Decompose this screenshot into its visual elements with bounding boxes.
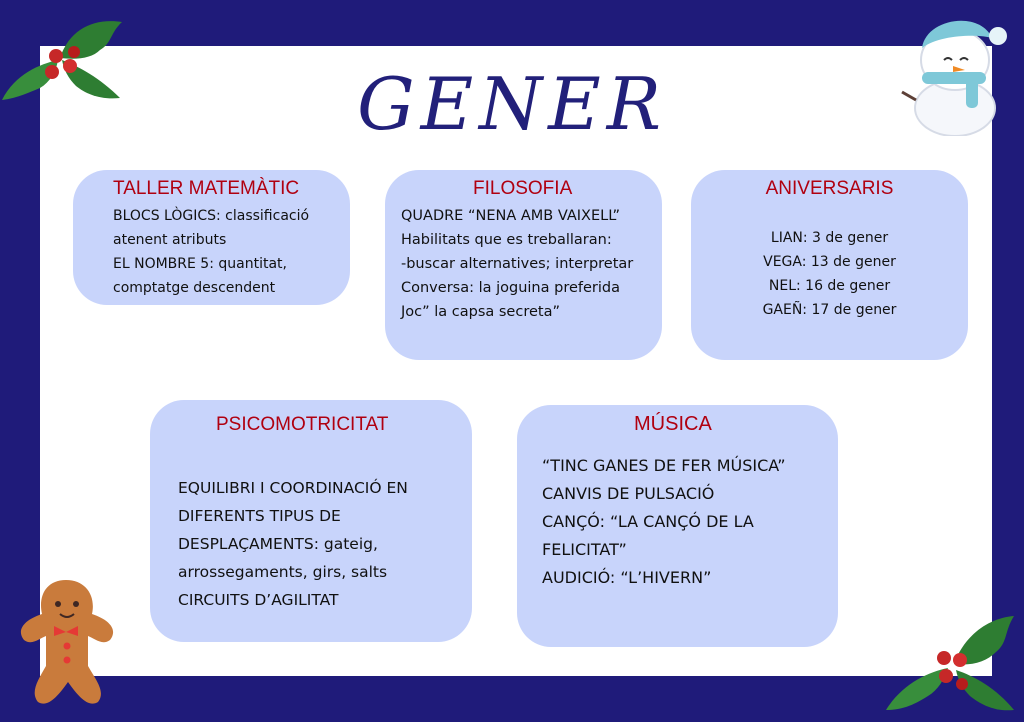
gingerbread-icon <box>14 576 118 710</box>
holly-icon <box>884 612 1020 716</box>
card-line: BLOCS LÒGICS: classificació <box>113 208 310 224</box>
card-heading: FILOSOFIA <box>473 178 573 199</box>
holly-icon <box>0 8 132 108</box>
card-line: atenent atributs <box>113 232 227 248</box>
card-line: DIFERENTS TIPUS DE <box>178 507 341 525</box>
card-line: QUADRE “NENA AMB VAIXELL” <box>401 208 620 224</box>
card-psicomotricitat <box>150 400 472 642</box>
card-taller-matematic <box>73 170 350 305</box>
card-filosofia <box>385 170 662 360</box>
card-heading: PSICOMOTRICITAT <box>216 414 389 435</box>
card-aniversaris <box>691 170 968 360</box>
card-line: EQUILIBRI I COORDINACIÓ EN <box>178 479 408 497</box>
card-line: GAEÑ: 17 de gener <box>762 302 897 318</box>
card-heading: ANIVERSARIS <box>765 178 894 199</box>
card-line: Joc” la capsa secreta” <box>401 304 560 320</box>
card-line: Habilitats que es treballaran: <box>401 232 612 248</box>
card-heading: MÚSICA <box>634 413 712 435</box>
card-line: AUDICIÓ: “L’HIVERN” <box>542 568 712 587</box>
card-line: comptatge descendent <box>113 280 276 296</box>
card-heading: TALLER MATEMÀTIC <box>113 178 300 199</box>
page-title: GENER <box>357 62 667 146</box>
card-line: DESPLAÇAMENTS: gateig, <box>178 535 378 553</box>
card-line: CIRCUITS D’AGILITAT <box>178 591 339 609</box>
card-line: VEGA: 13 de gener <box>763 254 896 270</box>
card-line: CANÇÓ: “LA CANÇÓ DE LA <box>542 512 754 531</box>
card-line: “TINC GANES DE FER MÚSICA” <box>542 456 786 475</box>
card-line: EL NOMBRE 5: quantitat, <box>113 256 287 272</box>
card-line: arrossegaments, girs, salts <box>178 563 388 581</box>
card-musica <box>517 405 838 647</box>
card-line: CANVIS DE PULSACIÓ <box>542 484 715 503</box>
card-line: FELICITAT” <box>542 540 627 559</box>
card-line: NEL: 16 de gener <box>768 278 891 294</box>
card-line: Conversa: la joguina preferida <box>401 280 620 296</box>
card-line: LIAN: 3 de gener <box>770 230 889 246</box>
card-line: -buscar alternatives; interpretar <box>401 256 634 272</box>
snowman-icon <box>900 8 1020 136</box>
